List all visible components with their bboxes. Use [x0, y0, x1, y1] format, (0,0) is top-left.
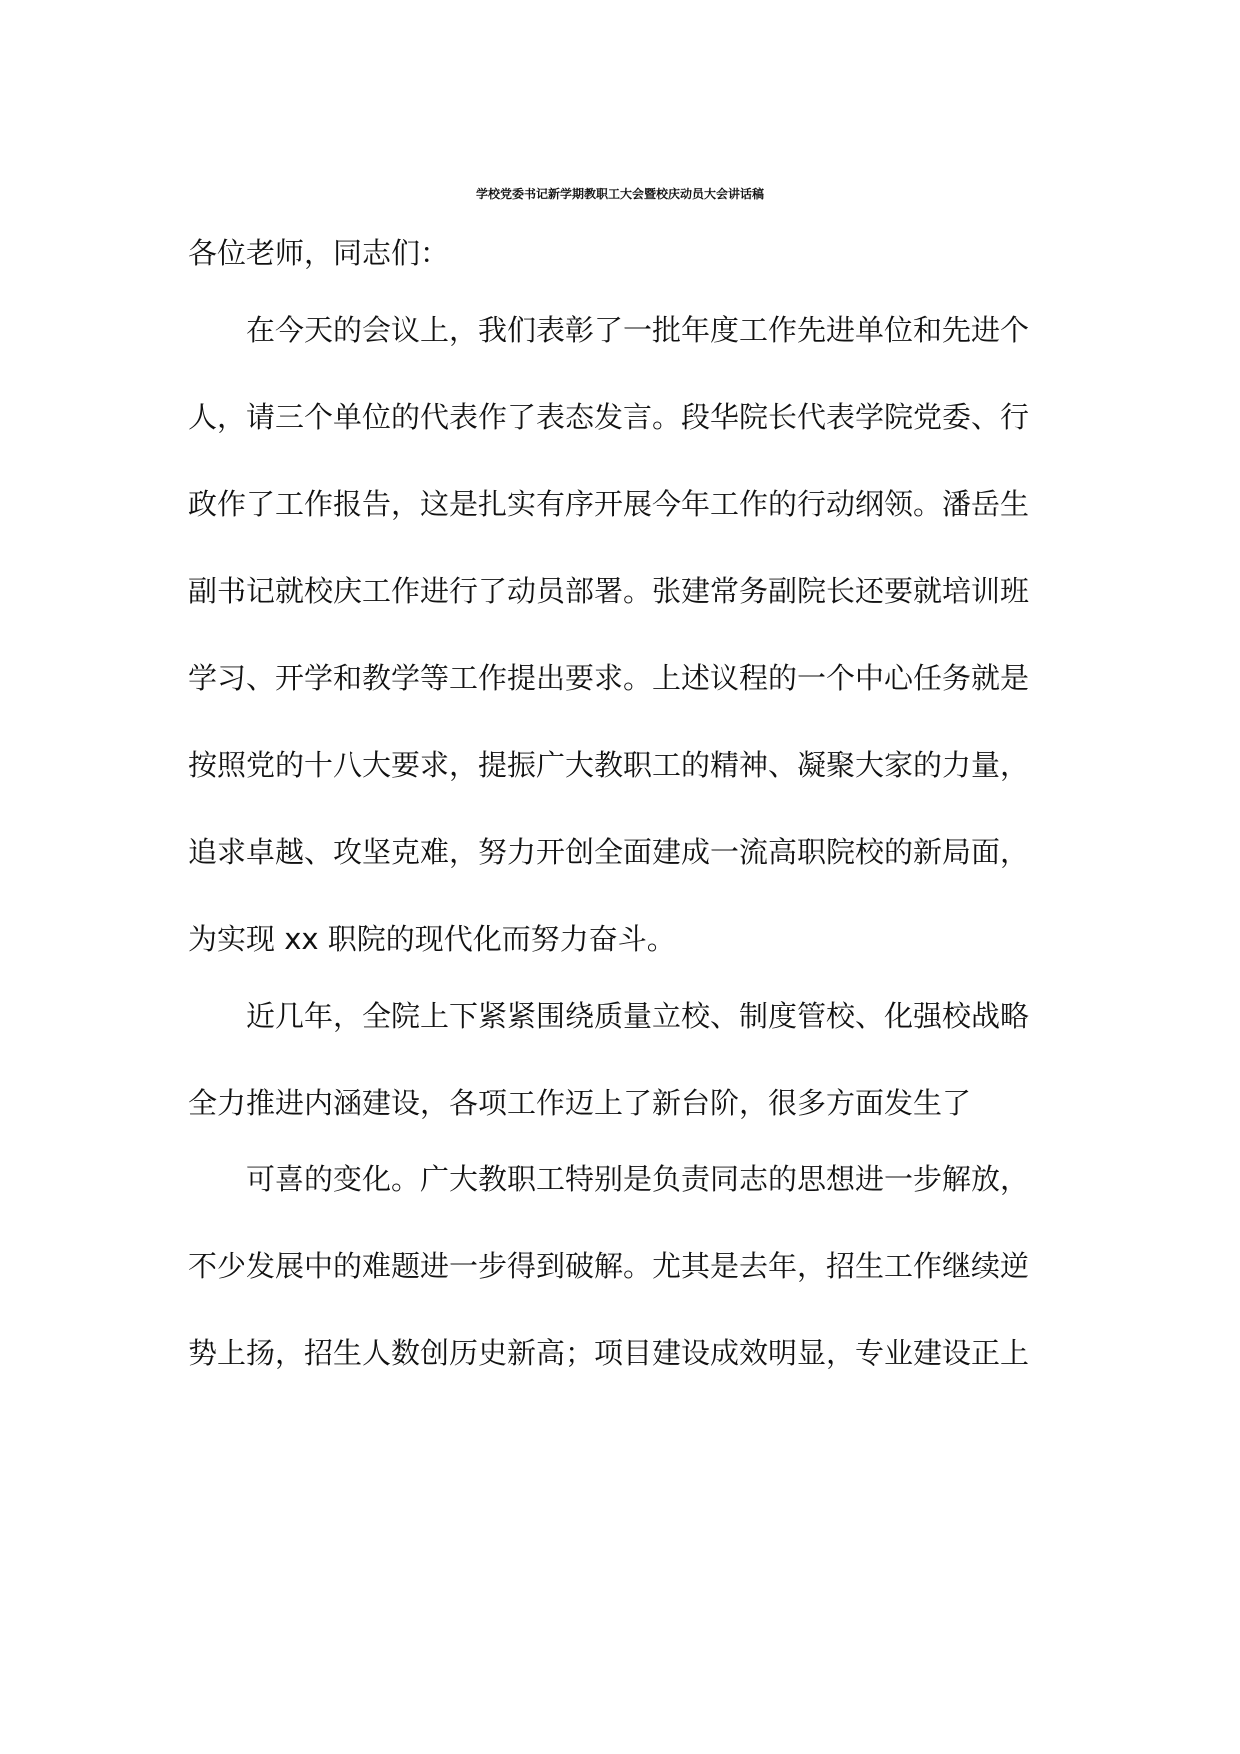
paragraph-line: 近几年，全院上下紧紧围绕质量立校、制度管校、化强校战略: [246, 999, 1030, 1033]
paragraph-line: 势上扬，招生人数创历史新高；项目建设成效明显，专业建设正上: [188, 1336, 1030, 1370]
paragraph-line: 全力推进内涵建设，各项工作迈上了新台阶，很多方面发生了: [188, 1086, 972, 1120]
paragraph-line: 追求卓越、攻坚克难，努力开创全面建成一流高职院校的新局面，: [188, 835, 1030, 869]
paragraph-line: 按照党的十八大要求，提振广大教职工的精神、凝聚大家的力量，: [188, 748, 1030, 782]
paragraph-line: 人，请三个单位的代表作了表态发言。段华院长代表学院党委、行: [188, 400, 1030, 434]
paragraph-line: 可喜的变化。广大教职工特别是负责同志的思想进一步解放，: [246, 1162, 1030, 1196]
paragraph-line: 在今天的会议上，我们表彰了一批年度工作先进单位和先进个: [246, 313, 1030, 347]
document-title: 学校党委书记新学期教职工大会暨校庆动员大会讲话稿: [475, 187, 764, 201]
paragraph-line: 学习、开学和教学等工作提出要求。上述议程的一个中心任务就是: [188, 661, 1030, 695]
paragraph-line: 不少发展中的难题进一步得到破解。尤其是去年，招生工作继续逆: [188, 1249, 1030, 1283]
paragraph-line: 政作了工作报告，这是扎实有序开展今年工作的行动纲领。潘岳生: [188, 487, 1030, 521]
salutation: 各位老师，同志们：: [188, 236, 450, 270]
paragraph-line: 副书记就校庆工作进行了动员部署。张建常务副院长还要就培训班: [188, 574, 1030, 608]
paragraph-line: 为实现 xx 职院的现代化而努力奋斗。: [188, 922, 676, 956]
